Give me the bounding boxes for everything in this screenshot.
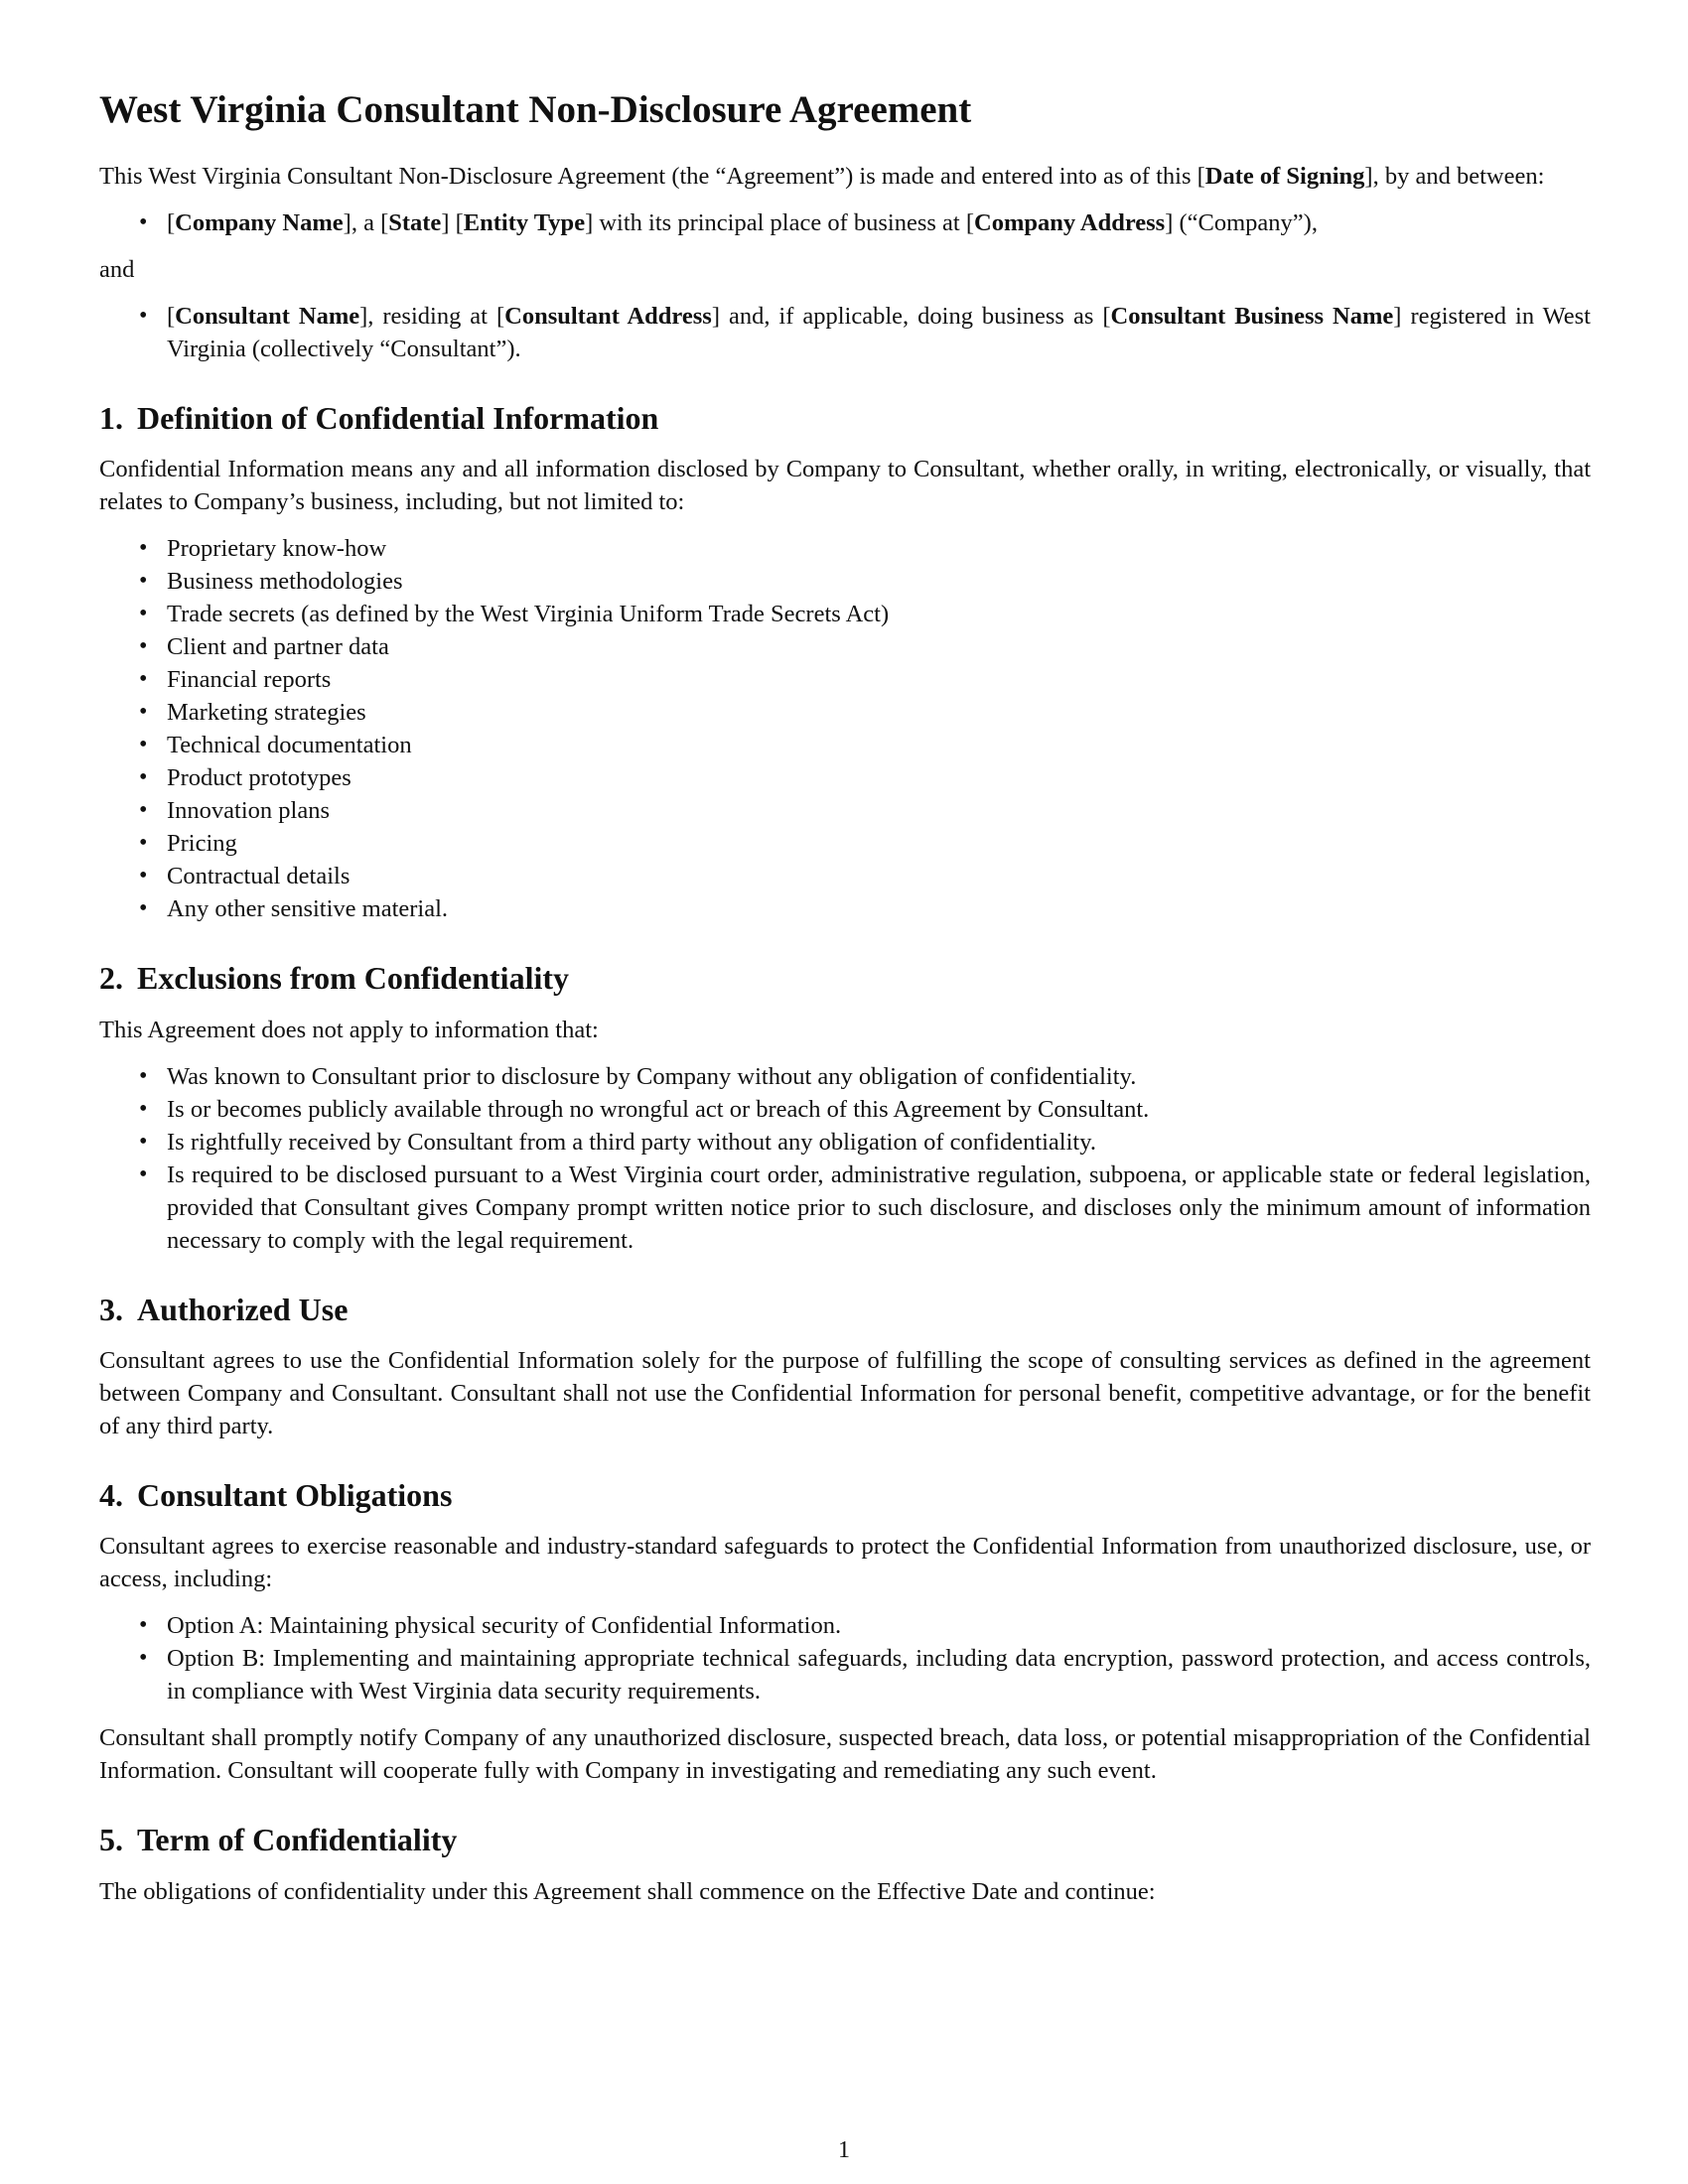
list-item: • Was known to Consultant prior to disclosure by Company without any obligation of confidentiality. xyxy=(99,1060,1591,1093)
section-heading xyxy=(99,959,1591,997)
section-heading xyxy=(99,399,1591,437)
section-title: Exclusions from Confidentiality xyxy=(137,960,569,997)
list-item: • Is required to be disclosed pursuant to a West Virginia court order, administrative regulation, subpoena, or applicable state or federal legislation, provided that Consultant gives Company prompt written notice prior to such disclosure, and discloses only the minimum amount of information necessary to comply with the legal requirement. xyxy=(99,1159,1591,1257)
section-heading xyxy=(99,1291,1591,1328)
company-name-placeholder: Company Name xyxy=(175,208,344,236)
page-number: 1 xyxy=(838,2137,850,2163)
consultant-address-placeholder: Consultant Address xyxy=(504,302,712,330)
list-item: • Product prototypes xyxy=(99,761,1591,794)
section-body: The obligations of confidentiality under this Agreement shall commence on the Effective Date and continue: xyxy=(99,1877,1156,1905)
list-item: • Option B: Implementing and maintaining appropriate technical safeguards, including data encryption, password protection, and access controls, in compliance with West Virginia data security requirements. xyxy=(99,1642,1591,1707)
party-company-list xyxy=(99,206,1591,239)
list-item: • Pricing xyxy=(99,827,1591,860)
intro-text: This West Virginia Consultant Non-Disclosure Agreement (the “Agreement”) is made and entered into as of this xyxy=(99,162,1197,190)
exclusions-list xyxy=(99,1060,1591,1257)
list-item: • Trade secrets (as defined by the West Virginia Uniform Trade Secrets Act) xyxy=(99,598,1591,630)
section-intro: Confidential Information means any and all information disclosed by Company to Consultant, whether orally, in writing, electronically, or visually, that relates to Company’s business, including, but not limited to: xyxy=(99,456,1591,516)
company-address-placeholder: Company Address xyxy=(974,208,1166,236)
section-title: Definition of Confidential Information xyxy=(137,399,659,436)
section-2 xyxy=(99,959,1591,1256)
section-outro: Consultant shall promptly notify Company of any unauthorized disclosure, suspected breach, data loss, or potential misappropriation of the Confidential Information. Consultant will cooperate fully with Company in investigating and remediating any such event. xyxy=(99,1724,1591,1785)
section-intro: This Agreement does not apply to information that: xyxy=(99,1016,599,1043)
party-company-text: , a xyxy=(351,208,381,236)
party-consultant-text: , residing at xyxy=(367,302,496,330)
section-1 xyxy=(99,399,1591,925)
party-consultant-text: registered in West Virginia (collectively “Consultant”). xyxy=(167,302,1591,362)
section-title: Term of Confidentiality xyxy=(137,1822,458,1858)
section-number: 1. xyxy=(99,399,123,436)
list-item: • Is or becomes publicly available through no wrongful act or breach of this Agreement by Consultant. xyxy=(99,1093,1591,1126)
party-consultant-text: and, if applicable, doing business as xyxy=(719,302,1103,330)
intro-text-end: , by and between: xyxy=(1372,162,1545,190)
list-item: • Financial reports xyxy=(99,663,1591,696)
consultant-name-placeholder: Consultant Name xyxy=(175,302,360,330)
party-consultant: • [Consultant Name], residing at [Consultant Address] and, if applicable, doing business as [Consultant Business Name] registered in West Virginia (collectively “Consultant”). xyxy=(99,300,1591,365)
list-item: • Client and partner data xyxy=(99,630,1591,663)
consultant-business-name-placeholder: Consultant Business Name xyxy=(1110,302,1394,330)
section-body: Consultant agrees to use the Confidential Information solely for the purpose of fulfilling the scope of consulting services as defined in the agreement between Company and Consultant. Consultant shall not use the Confidential Information for personal benefit, competitive advantage, or for the benefit of any third party. xyxy=(99,1346,1591,1439)
section-number: 3. xyxy=(99,1291,123,1327)
list-item: • Marketing strategies xyxy=(99,696,1591,729)
date-of-signing-placeholder: Date of Signing xyxy=(1204,162,1365,190)
obligations-list xyxy=(99,1609,1591,1707)
document-title: West Virginia Consultant Non-Disclosure Agreement xyxy=(99,88,972,131)
section-number: 4. xyxy=(99,1476,123,1513)
and-text: and xyxy=(99,255,135,283)
confidential-info-list xyxy=(99,532,1591,925)
state-placeholder: State xyxy=(388,208,442,236)
list-item: • Technical documentation xyxy=(99,729,1591,761)
party-company-text: (“Company”), xyxy=(1173,208,1318,236)
section-title: Authorized Use xyxy=(137,1291,349,1327)
section-4 xyxy=(99,1476,1591,1787)
list-item: • Option A: Maintaining physical security of Confidential Information. xyxy=(99,1609,1591,1642)
list-item: • Proprietary know-how xyxy=(99,532,1591,565)
section-title: Consultant Obligations xyxy=(137,1476,453,1513)
section-number: 5. xyxy=(99,1822,123,1858)
document-page xyxy=(99,87,1591,1922)
list-item: • Any other sensitive material. xyxy=(99,892,1591,925)
list-item: • Is rightfully received by Consultant from a third party without any obligation of confidentiality. xyxy=(99,1126,1591,1159)
entity-type-placeholder: Entity Type xyxy=(463,208,586,236)
section-heading xyxy=(99,1476,1591,1514)
party-company: • [Company Name], a [State] [Entity Type] with its principal place of business at [Company Address] (“Company”), xyxy=(99,206,1591,239)
intro-paragraph: This West Virginia Consultant Non-Disclosure Agreement (the “Agreement”) is made and entered into as of this [Date of Signing], by and between: xyxy=(99,162,1545,190)
list-item: • Innovation plans xyxy=(99,794,1591,827)
section-number: 2. xyxy=(99,960,123,997)
party-company-text: with its principal place of business at xyxy=(593,208,966,236)
section-heading xyxy=(99,1821,1591,1858)
party-consultant-list xyxy=(99,300,1591,365)
section-intro: Consultant agrees to exercise reasonable and industry-standard safeguards to protect the Confidential Information from unauthorized disclosure, use, or access, including: xyxy=(99,1533,1591,1593)
list-item: • Business methodologies xyxy=(99,565,1591,598)
list-item: • Contractual details xyxy=(99,860,1591,892)
section-3 xyxy=(99,1291,1591,1442)
section-5 xyxy=(99,1821,1591,1907)
